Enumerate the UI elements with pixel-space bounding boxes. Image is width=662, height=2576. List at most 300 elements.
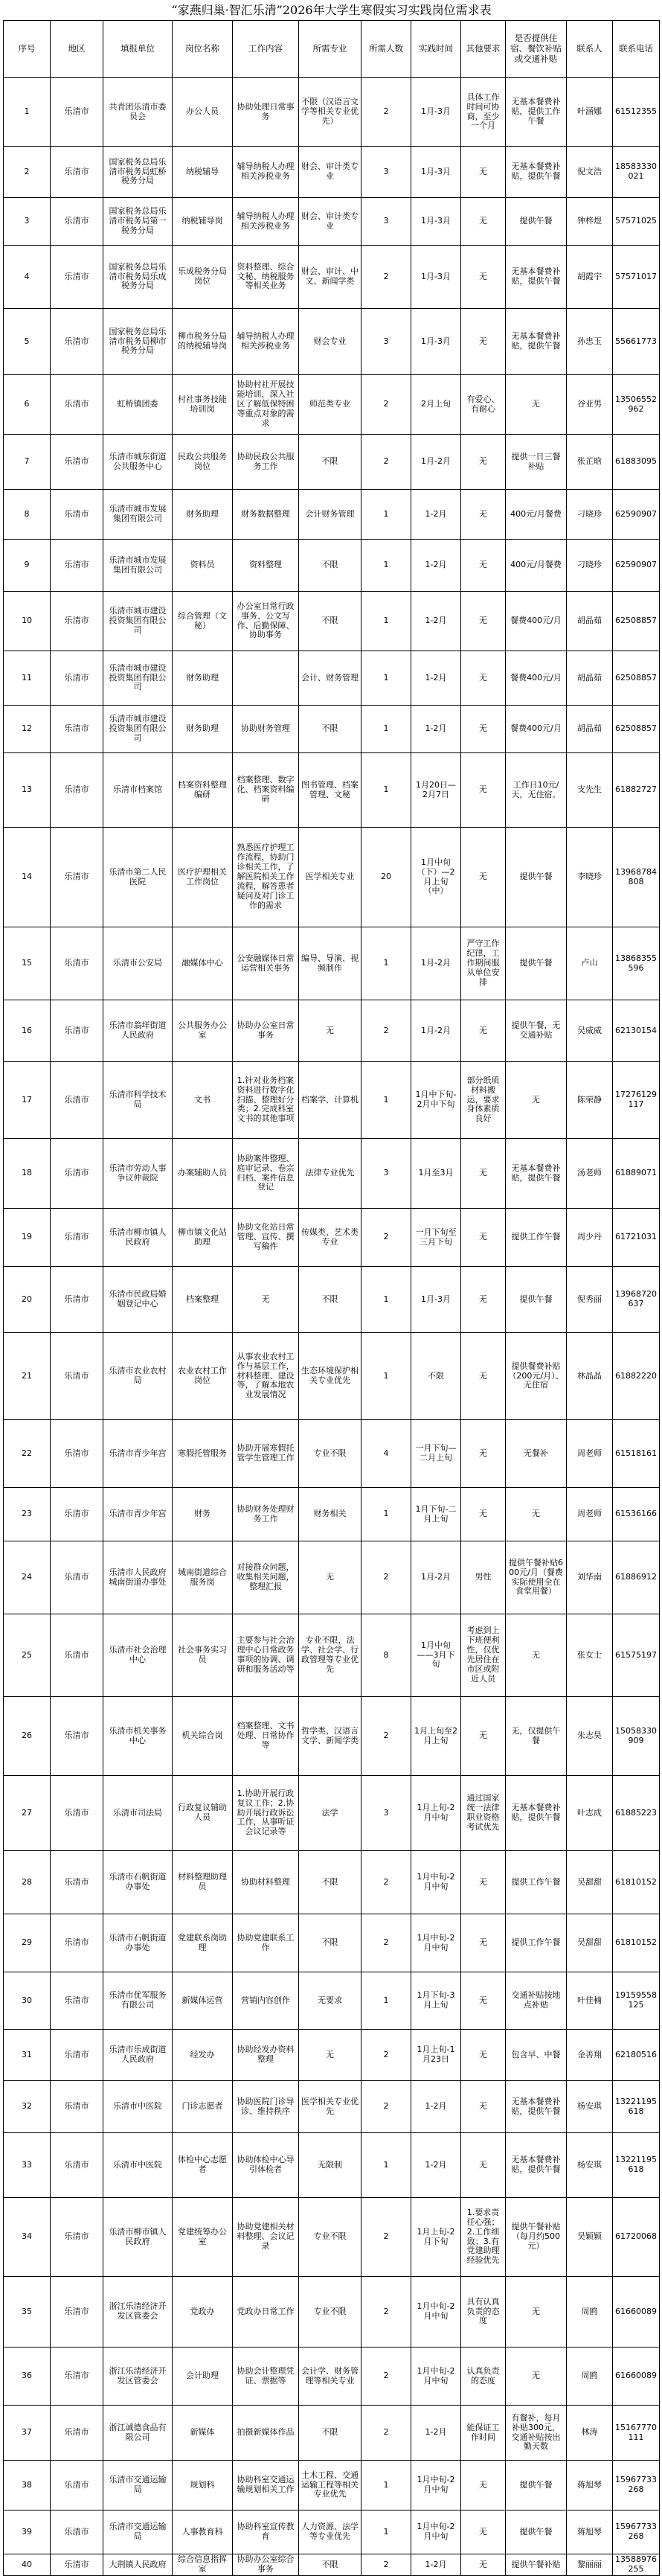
requirements-cell: 无	[461, 540, 506, 592]
period-cell: 1月中旬-2月中旬	[411, 2348, 461, 2406]
contact-person-cell: 吴威威	[567, 1000, 613, 1062]
requirements-cell: 无	[461, 147, 506, 198]
region-cell: 乐清市	[51, 2198, 103, 2277]
row-number-cell: 4	[4, 246, 51, 309]
period-cell: 1-2月	[411, 540, 461, 592]
contact-person-cell: 吴颖颖	[567, 2198, 613, 2277]
row-number-cell: 18	[4, 1139, 51, 1209]
position-cell: 行政复议辅助人员	[173, 1776, 233, 1851]
major-cell: 生态环境保护相关专业优先	[299, 1333, 361, 1420]
row-number-cell: 2	[4, 147, 51, 198]
region-cell: 乐清市	[51, 1062, 103, 1139]
unit-cell: 乐清市第二人民医院	[103, 828, 173, 927]
headcount-cell: 1	[361, 2133, 411, 2198]
row-number-cell: 32	[4, 2081, 51, 2133]
table-row	[4, 1972, 660, 2030]
region-cell: 乐清市	[51, 375, 103, 435]
requirements-cell: 无	[461, 1914, 506, 1972]
contact-phone-cell: 61810152	[613, 1851, 660, 1914]
contact-phone-cell: 15058330909	[613, 1697, 660, 1776]
work-content-cell: 协助会计整理凭证、票据等	[233, 2348, 299, 2406]
work-content-cell: 辅导纳税人办理相关涉税业务	[233, 198, 299, 246]
subsidy-cell: 无基本餐费补贴，提供午餐	[506, 1139, 567, 1209]
headcount-cell: 2	[361, 246, 411, 309]
unit-cell: 乐清市交通运输局	[103, 2461, 173, 2511]
contact-phone-cell: 61721031	[613, 1209, 660, 1267]
row-number-cell: 40	[4, 2554, 51, 2576]
headcount-cell: 2	[361, 1000, 411, 1062]
unit-cell: 乐清市青少年宫	[103, 1420, 173, 1488]
period-cell: 1月中旬——3月下旬	[411, 1614, 461, 1697]
contact-person-cell: 周少丹	[567, 1209, 613, 1267]
work-content-cell: 档案整理、文书处理、日常协作等	[233, 1697, 299, 1776]
headcount-cell: 1	[361, 1488, 411, 1541]
position-cell: 人事教育科	[173, 2511, 233, 2554]
row-number-cell: 5	[4, 309, 51, 375]
subsidy-cell: 无基本餐费补贴，提供午餐	[506, 2133, 567, 2198]
position-cell: 办公人员	[173, 78, 233, 147]
row-number-cell: 22	[4, 1420, 51, 1488]
contact-phone-cell: 61810152	[613, 1914, 660, 1972]
contact-person-cell: 黎丽丽	[567, 2554, 613, 2576]
region-cell: 乐清市	[51, 2030, 103, 2081]
contact-phone-cell: 61720068	[613, 2198, 660, 2277]
major-cell: 哲学类、汉语言文学、新闻学类	[299, 1697, 361, 1776]
position-cell: 寒假托管服务	[173, 1420, 233, 1488]
major-cell: 不限	[299, 435, 361, 490]
work-content-cell: 拍摄新媒体作品	[233, 2406, 299, 2461]
requirements-cell: 无	[461, 198, 506, 246]
region-cell: 乐清市	[51, 2461, 103, 2511]
contact-phone-cell: 15167770111	[613, 2406, 660, 2461]
requirements-cell: 无	[461, 2554, 506, 2576]
major-cell: 会计学、财务管理等相关专业	[299, 2348, 361, 2406]
major-cell: 无	[299, 2030, 361, 2081]
period-cell: 1月至3月	[411, 1139, 461, 1209]
column-header-contact-person: 联系人	[567, 21, 613, 78]
work-content-cell	[233, 651, 299, 706]
headcount-cell: 2	[361, 2081, 411, 2133]
period-cell: 1月-3月	[411, 147, 461, 198]
requirements-cell: 1.要求责任心强；2.工作细致；3.有党建助理经验优先	[461, 2198, 506, 2277]
row-number-cell: 12	[4, 706, 51, 753]
row-number-cell: 19	[4, 1209, 51, 1267]
work-content-cell: 1.针对业务档案资料进行数字化扫描、整理好分类；2.完成科室文书的其他事项	[233, 1062, 299, 1139]
unit-cell: 乐清市劳动人事争议仲裁院	[103, 1139, 173, 1209]
position-cell: 档案整理	[173, 1267, 233, 1333]
major-cell: 无	[299, 1000, 361, 1062]
contact-phone-cell: 19159558125	[613, 1972, 660, 2030]
requirements-cell: 无	[461, 1209, 506, 1267]
table-row	[4, 2133, 660, 2198]
position-cell: 财务助理	[173, 490, 233, 540]
subsidy-cell: 无	[506, 1614, 567, 1697]
position-cell: 党建联系岗助理	[173, 1914, 233, 1972]
headcount-cell: 2	[361, 1209, 411, 1267]
table-row	[4, 1914, 660, 1972]
subsidy-cell: 无基本餐费补贴，提供午餐	[506, 2081, 567, 2133]
table-row	[4, 2081, 660, 2133]
contact-person-cell: 朱志昊	[567, 1697, 613, 1776]
row-number-cell: 39	[4, 2511, 51, 2554]
requirements-cell: 认真负责的态度	[461, 2348, 506, 2406]
row-number-cell: 10	[4, 592, 51, 651]
period-cell: 一月下旬至三月下旬	[411, 1209, 461, 1267]
table-row	[4, 706, 660, 753]
headcount-cell: 1	[361, 490, 411, 540]
requirements-cell: 有爱心、有耐心	[461, 375, 506, 435]
contact-person-cell: 胡晶茹	[567, 651, 613, 706]
work-content-cell: 协助办公室综合事务	[233, 2554, 299, 2576]
column-header-headcount: 所需人数	[361, 21, 411, 78]
requirements-cell: 具有认真负责的态度	[461, 2277, 506, 2348]
period-cell: 1月中旬-2月中旬	[411, 2461, 461, 2511]
position-cell: 新媒体	[173, 2406, 233, 2461]
row-number-cell: 15	[4, 927, 51, 1000]
headcount-cell: 2	[361, 2406, 411, 2461]
position-cell: 村社事务技能培训岗	[173, 375, 233, 435]
requirements-cell: 无	[461, 2511, 506, 2554]
contact-phone-cell: 13588976255	[613, 2554, 660, 2576]
contact-person-cell: 林涛	[567, 2406, 613, 2461]
requirements-cell: 无	[461, 2461, 506, 2511]
contact-person-cell: 胡霞宇	[567, 246, 613, 309]
requirements-cell: 无	[461, 1697, 506, 1776]
period-cell: 1月下旬-3月上旬	[411, 1972, 461, 2030]
column-header-unit: 填报单位	[103, 21, 173, 78]
period-cell: 1月上旬至2月上旬	[411, 1697, 461, 1776]
major-cell: 法律专业优先	[299, 1139, 361, 1209]
requirements-cell: 无	[461, 309, 506, 375]
document-title: “家燕归巢·智汇乐清”2026年大学生寒假实习实践岗位需求表	[171, 3, 492, 17]
major-cell: 专业不限，法学、社会学、行政管理等专业优先	[299, 1614, 361, 1697]
major-cell: 无	[299, 1541, 361, 1614]
major-cell: 不限	[299, 706, 361, 753]
table-row	[4, 309, 660, 375]
region-cell: 乐清市	[51, 927, 103, 1000]
contact-person-cell: 林晶晶	[567, 1333, 613, 1420]
work-content-cell: 协助财务管理	[233, 706, 299, 753]
headcount-cell: 1	[361, 1267, 411, 1333]
region-cell: 乐清市	[51, 2348, 103, 2406]
table-row	[4, 1697, 660, 1776]
row-number-cell: 26	[4, 1697, 51, 1776]
subsidy-cell: 无基本餐费补贴，提供工作午餐	[506, 78, 567, 147]
headcount-cell: 1	[361, 1333, 411, 1420]
contact-phone-cell: 61886912	[613, 1541, 660, 1614]
position-cell: 纳税辅导岗	[173, 198, 233, 246]
table-row	[4, 927, 660, 1000]
subsidy-cell: 提供午餐	[506, 2511, 567, 2554]
work-content-cell: 公安融媒体日常运营相关事务	[233, 927, 299, 1000]
headcount-cell: 1	[361, 2461, 411, 2511]
row-number-cell: 35	[4, 2277, 51, 2348]
region-cell: 乐清市	[51, 1139, 103, 1209]
unit-cell: 国家税务总局乐清市税务局虹桥税务分局	[103, 147, 173, 198]
unit-cell: 虹桥镇团委	[103, 375, 173, 435]
row-number-cell: 16	[4, 1000, 51, 1062]
contact-phone-cell: 62590907	[613, 490, 660, 540]
contact-person-cell: 杨安琪	[567, 2081, 613, 2133]
requirements-cell: 无	[461, 1851, 506, 1914]
major-cell: 会计、财务管理	[299, 651, 361, 706]
row-number-cell: 11	[4, 651, 51, 706]
table-row	[4, 246, 660, 309]
position-cell: 柳市镇文化站助理	[173, 1209, 233, 1267]
contact-person-cell: 倪秀丽	[567, 1267, 613, 1333]
position-cell: 财务	[173, 1488, 233, 1541]
subsidy-cell: 包含早、中餐	[506, 2030, 567, 2081]
work-content-cell: 协助处理日常事务	[233, 78, 299, 147]
work-content-cell: 协助科室交通运输规划相关工作	[233, 2461, 299, 2511]
region-cell: 乐清市	[51, 1697, 103, 1776]
contact-phone-cell: 61660089	[613, 2277, 660, 2348]
contact-person-cell: 胡晶茹	[567, 592, 613, 651]
period-cell: 1月中旬-2月中旬	[411, 2277, 461, 2348]
table-row	[4, 1333, 660, 1420]
contact-phone-cell: 18583330021	[613, 147, 660, 198]
region-cell: 乐清市	[51, 706, 103, 753]
contact-phone-cell: 13968784808	[613, 828, 660, 927]
requirements-cell: 无	[461, 1000, 506, 1062]
row-number-cell: 29	[4, 1914, 51, 1972]
region-cell: 乐清市	[51, 1851, 103, 1914]
requirements-cell: 能保证工作时间	[461, 2406, 506, 2461]
region-cell: 乐清市	[51, 309, 103, 375]
unit-cell: 共青团乐清市委员会	[103, 78, 173, 147]
position-cell: 机关综合岗	[173, 1697, 233, 1776]
position-cell: 门诊志愿者	[173, 2081, 233, 2133]
subsidy-cell: 提供午餐	[506, 2461, 567, 2511]
row-number-cell: 37	[4, 2406, 51, 2461]
major-cell: 专业不限	[299, 2198, 361, 2277]
subsidy-cell: 工作日10元/天，无住宿。	[506, 753, 567, 828]
work-content-cell: 协助办公室日常事务	[233, 1000, 299, 1062]
table-row	[4, 2030, 660, 2081]
unit-cell: 乐清市乐成街道人民政府	[103, 2030, 173, 2081]
table-row	[4, 1614, 660, 1697]
period-cell: 1月-2月	[411, 435, 461, 490]
major-cell: 师范类专业	[299, 375, 361, 435]
position-cell: 材料整理助理员	[173, 1851, 233, 1914]
row-number-cell: 8	[4, 490, 51, 540]
major-cell: 土木工程、交通运输工程等相关专业优先	[299, 2461, 361, 2511]
subsidy-cell: 提供午餐	[506, 1267, 567, 1333]
subsidy-cell: 无	[506, 2348, 567, 2406]
table-body	[3, 78, 660, 2576]
work-content-cell: 协助体检中心导引体检者	[233, 2133, 299, 2198]
region-cell: 乐清市	[51, 1333, 103, 1420]
region-cell: 乐清市	[51, 828, 103, 927]
headcount-cell: 2	[361, 2277, 411, 2348]
table-row	[4, 1851, 660, 1914]
headcount-cell: 2	[361, 2348, 411, 2406]
contact-phone-cell: 61575197	[613, 1614, 660, 1697]
headcount-cell: 2	[361, 1541, 411, 1614]
unit-cell: 乐清市档案馆	[103, 753, 173, 828]
unit-cell: 乐清市机关事务中心	[103, 1697, 173, 1776]
contact-phone-cell: 61882727	[613, 753, 660, 828]
major-cell: 不限	[299, 540, 361, 592]
headcount-cell: 1	[361, 1062, 411, 1139]
headcount-cell: 8	[361, 1614, 411, 1697]
row-number-cell: 38	[4, 2461, 51, 2511]
subsidy-cell: 无，仅提供午餐	[506, 1697, 567, 1776]
requirements-cell: 无	[461, 1333, 506, 1420]
work-content-cell: 协助开展寒假托管学生管理工作	[233, 1420, 299, 1488]
major-cell: 财会、审计、中文、新闻学类	[299, 246, 361, 309]
position-cell: 财务助理	[173, 651, 233, 706]
major-cell: 医学相关专业优先	[299, 2081, 361, 2133]
period-cell: 1-2月	[411, 706, 461, 753]
position-cell: 规划科	[173, 2461, 233, 2511]
row-number-cell: 21	[4, 1333, 51, 1420]
work-content-cell: 辅导纳税人办理相关涉税业务	[233, 309, 299, 375]
region-cell: 乐清市	[51, 147, 103, 198]
period-cell: 1月-2月	[411, 1000, 461, 1062]
column-header-position: 岗位名称	[173, 21, 233, 78]
period-cell: 1-2月	[411, 592, 461, 651]
region-cell: 乐清市	[51, 2133, 103, 2198]
subsidy-cell: 餐费400元/月	[506, 651, 567, 706]
position-cell: 公共服务办公室	[173, 1000, 233, 1062]
requirements-cell: 无	[461, 1972, 506, 2030]
period-cell: 1月-3月	[411, 309, 461, 375]
table-row	[4, 1267, 660, 1333]
headcount-cell: 1	[361, 540, 411, 592]
table-row	[4, 1139, 660, 1209]
position-cell: 办案辅助人员	[173, 1139, 233, 1209]
work-content-cell: 1.协助开展行政复议工作；2.协助开展行政诉讼工作，从事听证会议记录等	[233, 1776, 299, 1851]
period-cell: 一月下旬—二月上旬	[411, 1420, 461, 1488]
row-number-cell: 33	[4, 2133, 51, 2198]
period-cell: 1月中旬-2月中旬	[411, 1851, 461, 1914]
headcount-cell: 2	[361, 375, 411, 435]
column-header-region: 地区	[51, 21, 103, 78]
unit-cell: 乐清市人民政府城南街道办事处	[103, 1541, 173, 1614]
row-number-cell: 27	[4, 1776, 51, 1851]
requirements-cell: 无	[461, 435, 506, 490]
region-cell: 乐清市	[51, 753, 103, 828]
headcount-cell: 1	[361, 2511, 411, 2554]
contact-person-cell: 周鸥	[567, 2348, 613, 2406]
major-cell: 财务相关	[299, 1488, 361, 1541]
requirements-cell: 无	[461, 753, 506, 828]
period-cell: 1-2月	[411, 651, 461, 706]
position-cell: 会计助理	[173, 2348, 233, 2406]
table-row	[4, 2511, 660, 2554]
contact-person-cell: 蒋旭琴	[567, 2461, 613, 2511]
row-number-cell: 31	[4, 2030, 51, 2081]
major-cell: 人力资源、法学等专业优先	[299, 2511, 361, 2554]
requirements-cell: 男性	[461, 1541, 506, 1614]
headcount-cell: 3	[361, 1776, 411, 1851]
subsidy-cell: 餐费400元/月	[506, 706, 567, 753]
column-header-period: 实践时间	[411, 21, 461, 78]
table-row	[4, 828, 660, 927]
position-cell: 综合管理（文秘）	[173, 592, 233, 651]
work-content-cell: 协助材料整理	[233, 1851, 299, 1914]
major-cell: 医学相关专业	[299, 828, 361, 927]
contact-person-cell: 胡晶茹	[567, 706, 613, 753]
subsidy-cell: 无餐补	[506, 1420, 567, 1488]
period-cell: 1月20日—2月7日	[411, 753, 461, 828]
period-cell: 1月-2月	[411, 1541, 461, 1614]
table-row	[4, 2461, 660, 2511]
contact-phone-cell: 15967733268	[613, 2511, 660, 2554]
subsidy-cell: 提供午餐	[506, 828, 567, 927]
headcount-cell: 3	[361, 309, 411, 375]
region-cell: 乐清市	[51, 2554, 103, 2576]
subsidy-cell: 提供工作午餐	[506, 1851, 567, 1914]
work-content-cell: 辅导纳税人办理相关涉税业务	[233, 147, 299, 198]
position-cell: 农业农村工作岗位	[173, 1333, 233, 1420]
unit-cell: 乐清市城市发展集团有限公司	[103, 540, 173, 592]
region-cell: 乐清市	[51, 1267, 103, 1333]
contact-phone-cell: 61518161	[613, 1420, 660, 1488]
headcount-cell: 1	[361, 753, 411, 828]
row-number-cell: 7	[4, 435, 51, 490]
requirements-cell: 无	[461, 2030, 506, 2081]
major-cell: 不限	[299, 1267, 361, 1333]
region-cell: 乐清市	[51, 1972, 103, 2030]
position-cell: 综合信息指挥室	[173, 2554, 233, 2576]
region-cell: 乐清市	[51, 198, 103, 246]
region-cell: 乐清市	[51, 1776, 103, 1851]
work-content-cell: 协助科室宣传教育	[233, 2511, 299, 2554]
major-cell: 财会、审计类专业	[299, 147, 361, 198]
contact-person-cell: 吴甜甜	[567, 1851, 613, 1914]
unit-cell: 浙江乐清经济开发区管委会	[103, 2348, 173, 2406]
major-cell: 传媒类、艺术类专业	[299, 1209, 361, 1267]
contact-person-cell: 张芷晗	[567, 435, 613, 490]
work-content-cell: 对接群众问题，收集相关问题，整理汇报	[233, 1541, 299, 1614]
requirements-cell: 无	[461, 1139, 506, 1209]
table-row	[4, 2554, 660, 2576]
unit-cell: 乐清市司法局	[103, 1776, 173, 1851]
contact-person-cell: 支先生	[567, 753, 613, 828]
period-cell: 1月-3月	[411, 246, 461, 309]
position-cell: 乐成税务分局岗位	[173, 246, 233, 309]
contact-phone-cell: 13221195618	[613, 2081, 660, 2133]
major-cell: 无限制	[299, 2133, 361, 2198]
contact-person-cell: 叶佳楠	[567, 1972, 613, 2030]
contact-person-cell: 张女士	[567, 1614, 613, 1697]
table-row	[4, 753, 660, 828]
contact-person-cell: 周老师	[567, 1420, 613, 1488]
table-row	[4, 1488, 660, 1541]
contact-phone-cell: 62508857	[613, 651, 660, 706]
row-number-cell: 23	[4, 1488, 51, 1541]
work-content-cell: 协助经发办资料整理	[233, 2030, 299, 2081]
subsidy-cell: 无基本餐费补贴，提供午餐	[506, 1776, 567, 1851]
major-cell: 专业不限	[299, 1420, 361, 1488]
headcount-cell: 3	[361, 1139, 411, 1209]
headcount-cell: 2	[361, 1914, 411, 1972]
contact-phone-cell: 62508857	[613, 592, 660, 651]
position-cell: 新媒体运营	[173, 1972, 233, 2030]
table-row	[4, 1000, 660, 1062]
contact-phone-cell: 61536166	[613, 1488, 660, 1541]
work-content-cell: 财务数据整理	[233, 490, 299, 540]
region-cell: 乐清市	[51, 2511, 103, 2554]
position-cell: 档案资料整理编研	[173, 753, 233, 828]
contact-phone-cell: 17276129117	[613, 1062, 660, 1139]
requirements-cell: 无	[461, 2081, 506, 2133]
region-cell: 乐清市	[51, 592, 103, 651]
contact-person-cell: 钟梓煜	[567, 198, 613, 246]
work-content-cell: 档案整理、数字化、档案资料编研	[233, 753, 299, 828]
